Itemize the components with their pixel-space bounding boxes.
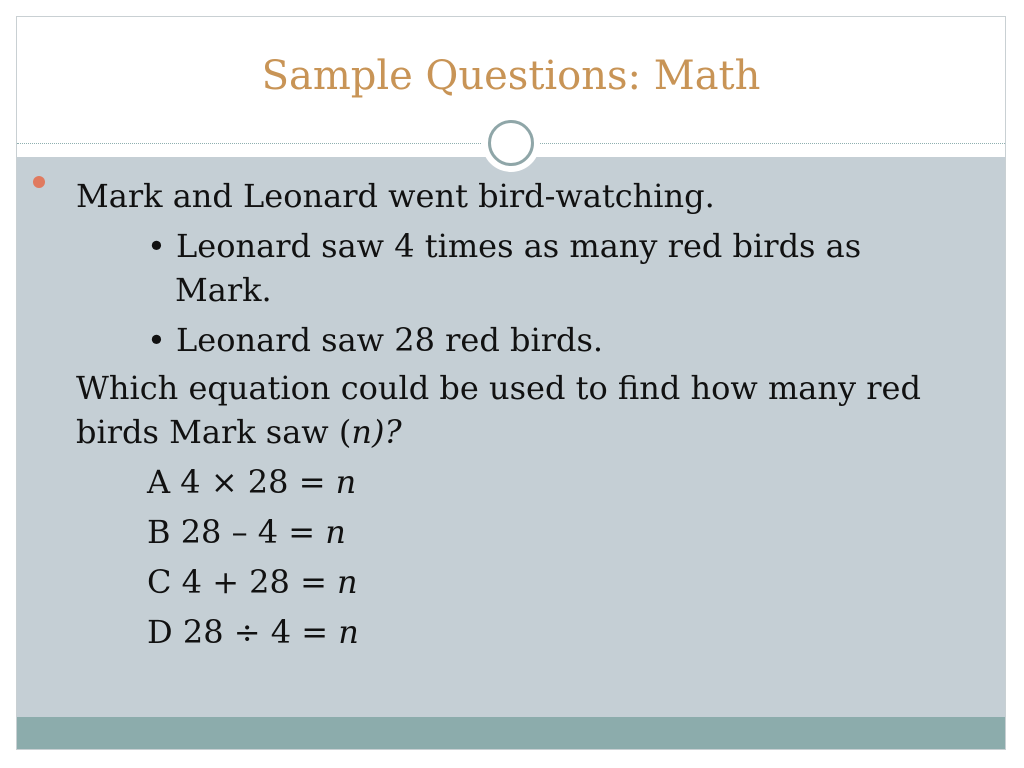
option-c [147,560,358,604]
question-line-2 [76,410,402,454]
question-variable: n)? [351,413,402,451]
option-d-var: n [338,613,359,651]
subpoint-1: • Leonard saw 4 times as many red birds as [147,227,862,265]
bullet-text: Mark and Leonard went bird-watching. [76,177,715,215]
question-line-2-text: birds Mark saw ( [76,413,352,451]
subpoint-1-continuation: Mark. [175,271,272,309]
bullet-icon [33,176,45,188]
option-c-var: n [337,563,358,601]
slide-title: Sample Questions: Math [261,53,761,99]
option-a [147,460,356,504]
question-line-1: Which equation could be used to find how many red [76,369,921,407]
footer-bar [17,717,1005,750]
option-a-var: n [335,463,357,501]
option-b [147,510,346,554]
option-d [147,610,359,654]
option-b-var: n [325,513,346,551]
option-b-text: B 28 – 4 = [147,513,326,551]
ring-icon [488,120,534,166]
option-d-text: D 28 ÷ 4 = [147,613,339,651]
option-c-text: C 4 + 28 = [147,563,338,601]
option-a-text: A 4 × 28 = [147,463,336,501]
subpoint-2: • Leonard saw 28 red birds. [147,321,604,359]
